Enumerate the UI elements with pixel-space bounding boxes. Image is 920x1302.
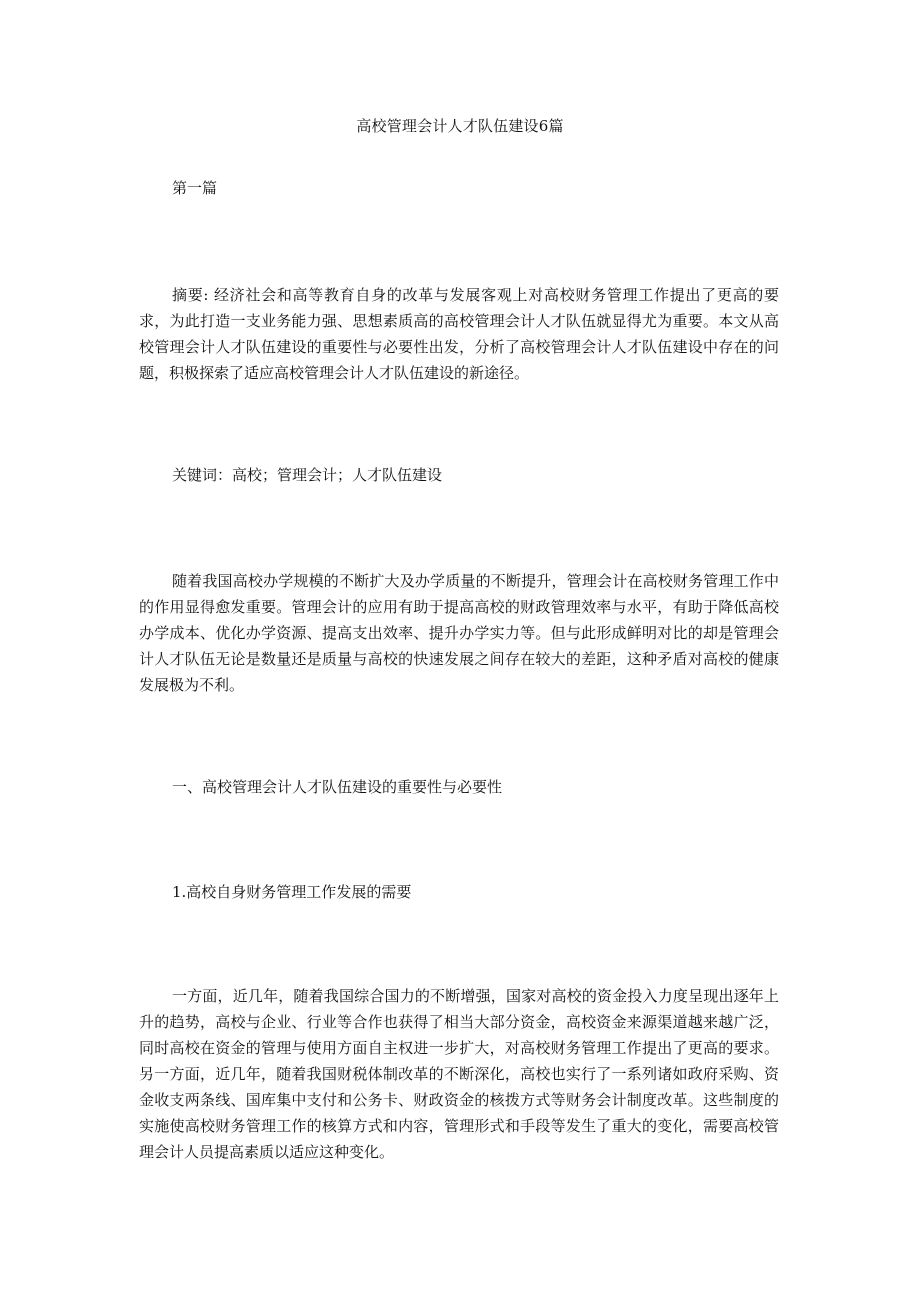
keywords-line: 关键词：高校；管理会计；人才队伍建设: [172, 466, 443, 484]
part-label: 第一篇: [172, 179, 218, 197]
subsection-heading: 1.高校自身财务管理工作发展的需要: [172, 883, 412, 901]
section-heading: 一、高校管理会计人才队伍建设的重要性与必要性: [172, 778, 503, 796]
intro-paragraph: 随着我国高校办学规模的不断扩大及办学质量的不断提升，管理会计在高校财务管理工作中的作用显得愈发重要。管理会计的应用有助于提高高校的财政管理效率与水平，有助于降低高校办学成本、优化办学资源、提高支出效率、提升办学实力等。但与此形成鲜明对比的却是管理会计人才队伍无论是数量还是质量与高校的快速发展之间存在较大的差距，这种矛盾对高校的健康发展极为不利。: [139, 572, 779, 694]
document-title: 高校管理会计人才队伍建设6篇: [356, 117, 564, 135]
body-paragraph: 一方面，近几年，随着我国综合国力的不断增强，国家对高校的资金投入力度呈现出逐年上升的趋势，高校与企业、行业等合作也获得了相当大部分资金，高校资金来源渠道越来越广泛，同时高校在资金的管理与使用方面自主权进一步扩大，对高校财务管理工作提出了更高的要求。另一方面，近几年，随着我国财税体制改革的不断深化，高校也实行了一系列诸如政府采购、资金收支两条线、国库集中支付和公务卡、财政资金的核拨方式等财务会计制度改革。这些制度的实施使高校财务管理工作的核算方式和内容，管理形式和手段等发生了重大的变化，需要高校管理会计人员提高素质以适应这种变化。: [139, 987, 779, 1161]
abstract-paragraph: 摘要: 经济社会和高等教育自身的改革与发展客观上对高校财务管理工作提出了更高的要求，为此打造一支业务能力强、思想素质高的高校管理会计人才队伍就显得尤为重要。本文从高校管理会计人才队伍建设的重要性与必要性出发，分析了高校管理会计人才队伍建设中存在的问题，积极探索了适应高校管理会计人才队伍建设的新途径。: [139, 286, 779, 382]
